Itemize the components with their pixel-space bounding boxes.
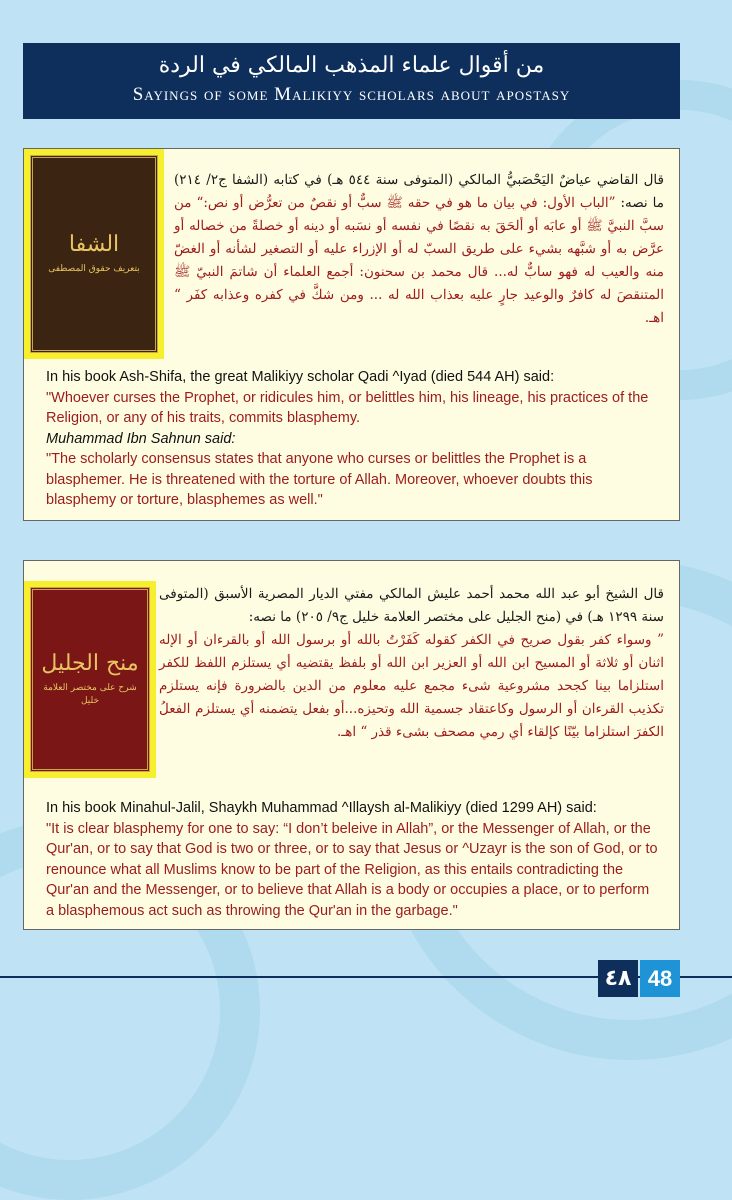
english-intro: In his book Minahul-Jalil, Shaykh Muhammad ^Illaysh al-Malikiyy (died 1299 AH) said:: [46, 800, 597, 816]
book-image-shifa: [24, 149, 164, 359]
arabic-intro: قال القاضي عياضٌ اليَحْصَبيُّ المالكي (المتوفى سنة ٥٤٤ هـ) في كتابه (الشفا ج٢/ ٢١٤) ما نصه:: [174, 172, 664, 211]
arabic-quote: ”الباب الأول: في بيان ما هو في حقه ﷺ سبٌّ أو نقصٌ من تعرُّض أو نص:“ من سبَّ النبيَّ ﷺ أو عابَه أو ألحَقَ به نقصًا في نفسه أو نسَبه أو دينه أو خصلةً من خصاله أو عرَّض به أو شبَّهه بشيء على طريق السبّ له أو الإزراء عليه أو التصغير لشأنه أو الغضّ منه والعيب له فهو سابٌّ له... قال محمد بن سحنون: أجمع العلماء أن شاتمَ النبيّ ﷺ المتنقصَ له كافرٌ والوعيد جارٍ عليه بعذاب الله له ... ومن شكَّ في كفره وعذابه كفَر “ اهـ.: [174, 195, 664, 326]
arabic-text: [159, 583, 664, 744]
page-header: [23, 43, 680, 119]
book-cover-title: الشفا: [68, 231, 120, 257]
book-cover-title: منح الجليل: [41, 650, 139, 676]
book-image-minah: [24, 581, 156, 778]
page-number: 48: [640, 960, 680, 997]
arabic-text: [174, 169, 664, 330]
page-number-arabic: ٤٨: [598, 960, 638, 997]
arabic-quote: ” وسواء كفر بقول صريح في الكفر كقوله كَفَرْتُ بالله أو برسول الله أو بالقرءان أو الإله اثنان أو ثلاثة أو المسيح ابن الله أو العزير ابن الله أو بلفظ يقتضيه أي يستلزم اللفظ للكفر استلزاما بينا كجحد مشروعية شىء مجمع عليه معلوم من الدين بالضرورة فإنه يستلزم تكذيب القرءان أو الرسول وكاعتقاد جسمية الله وتحيزه...أو بفعل يتضمنه أي يستلزم الفعلُ الكفرَ استلزاما بيّنًا كإلقاء أي رمي مصحف بشىء قذر “ اهـ.: [159, 632, 664, 740]
book-cover: [30, 587, 150, 772]
quote-panel-minah: [23, 560, 680, 930]
english-quote: "Whoever curses the Prophet, or ridicules him, or belittles him, his lineage, his practices of the Religion, or any of his traits, commits blasphemy.: [46, 389, 649, 426]
english-intro: In his book Ash-Shifa, the great Malikiyy scholar Qadi ^Iyad (died 544 AH) said:: [46, 369, 555, 385]
english-speaker: Muhammad Ibn Sahnun said:: [46, 430, 236, 447]
header-title-english: Sayings of some Malikiyy scholars about apostasy: [132, 84, 571, 105]
arabic-intro: قال الشيخ أبو عبد الله محمد أحمد عليش المالكي مفتي الديار المصرية الأسبق (المتوفى سنة ١٢٩٩ هـ) في (منح الجليل على مختصر العلامة خليل ج٩/ ٢٠٥) ما نصه:: [159, 586, 664, 625]
book-cover-subtitle: شرح على مختصر العلامة خليل: [43, 682, 137, 706]
book-cover-subtitle: بتعريف حقوق المصطفى: [48, 263, 140, 274]
english-text: [46, 798, 660, 921]
english-text: [46, 367, 660, 511]
english-quote: "The scholarly consensus states that anyone who curses or belittles the Prophet is a blasphemer. He is threatened with the torture of Allah. Moreover, whoever doubts this blasphemy or torture, blasphemes as well.": [46, 451, 593, 508]
english-quote: "It is clear blasphemy for one to say: “I don’t beleive in Allah”, or the Messenger of Allah, or the Qur'an, or to say that God is two or three, or to say that Jesus or ^Uzayr is the son of God, or to renounce what all Muslims know to be part of the Religion, as this entails contradicting the Qur'an and the Messenger, or to believe that Allah is a body or occupies a place, or to perform a blasphemous act such as throwing the Qur'an in the garbage.": [46, 820, 658, 919]
header-title-arabic: من أقوال علماء المذهب المالكي في الردة: [158, 53, 545, 78]
quote-panel-shifa: [23, 148, 680, 521]
book-cover: [30, 155, 158, 353]
